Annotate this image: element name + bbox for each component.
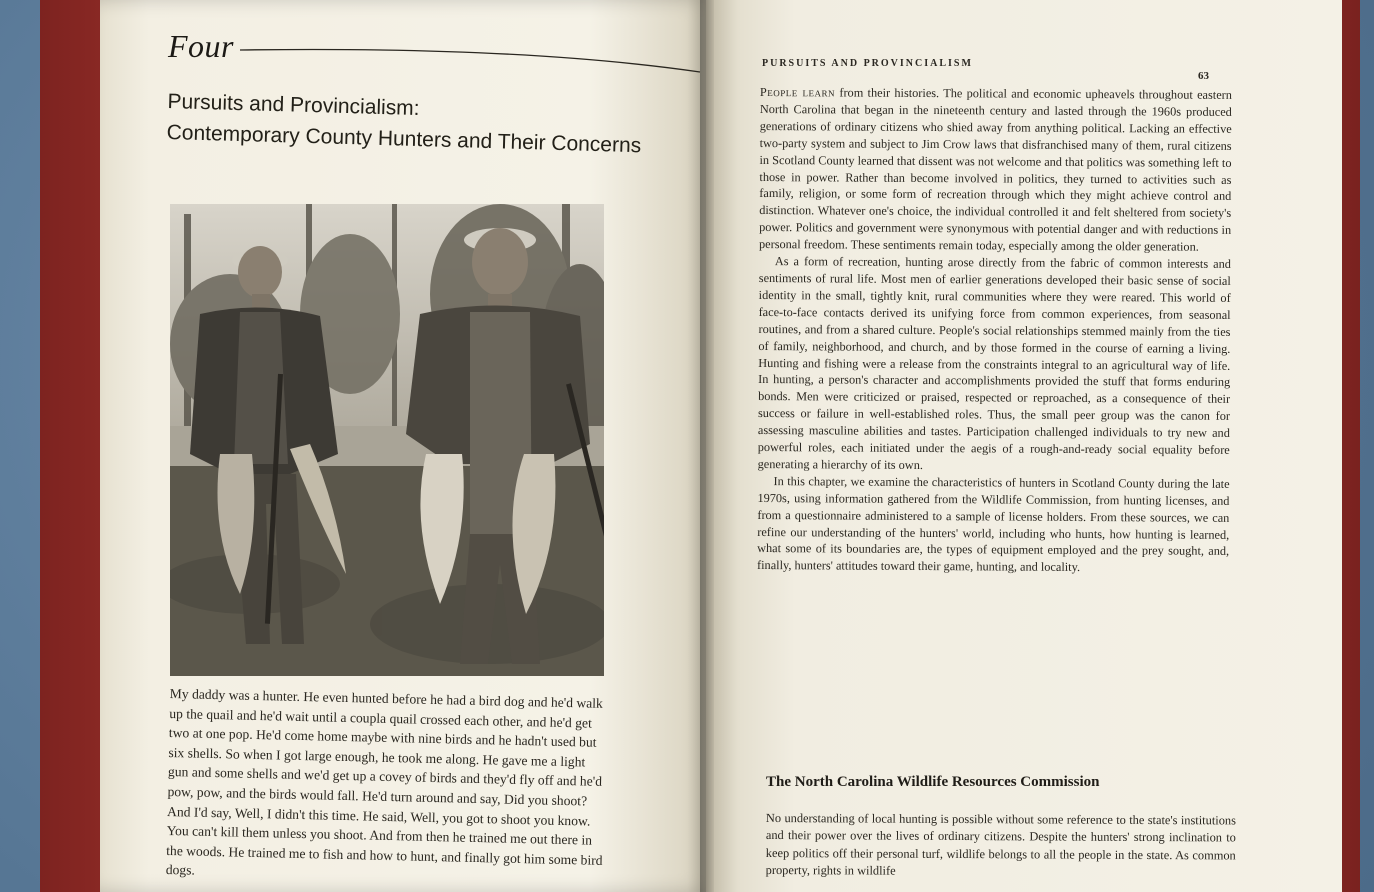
- chapter-title-line-1: Pursuits and Provincialism:: [167, 89, 420, 121]
- book-gutter: [700, 0, 714, 892]
- page-number: 63: [1198, 70, 1209, 82]
- paragraph-2: As a form of recreation, hunting arose directly from the fabric of common interests and sentiments of rural life. Most men of earlier generations developed their basic sense of social identity in the small, tightly knit, rural communities where they were reared. This world of face-to-face contacts derived its unifying force from common experiences, from seasonal routines, and from a shared culture. People's social relationships stemmed mainly from the ties of family, neighborhood, and church, and by those formed in the course of earning a living. Hunting and fishing were a release from the constraints integral to an agricultural way of life. In hunting, a person's character and accomplishments provided the stuff that forms enduring bonds. Men were criticized or praised, respected or reproached, as a consequence of their success or failure in well-established roles. Thus, the small peer group was the canon for assessing masculine abilities and tastes. Participation challenged individuals to try new and powerful roles, each initiated under the aegis of a rough-and-ready social equality before generating a hierarchy of its own.: [757, 254, 1231, 472]
- chapter-label: Four: [168, 28, 234, 64]
- paragraph-1: [759, 84, 1232, 256]
- hunter-quote: My daddy was a hunter. He even hunted before he had a bird dog and he'd walk up the quail and he'd wait until a coupla quail crossed each other, and he'd get two at one pop. He'd come home maybe with nine birds and he hadn't used but six shells. So when I got large enough, he took me along. He gave me a light gun and some shells and we'd get up a covey of birds and they'd fly off and he'd pow, pow, and the birds would fall. He'd turn around and say, Did you shoot? And I'd say, Well, I didn't this time. He said, Well, you got to shoot you know. You can't kill them unless you shoot. And from then he trained me out there in the woods. He trained me to fish and how to hunt, and finally got him some bird dogs.: [165, 685, 604, 878]
- paragraph-lead: People learn: [759, 84, 836, 100]
- paragraph-1-text: from their histories. The political and economic upheavels throughout eastern North Carolina that began in the nineteenth century and lasted through the 1960s produced generations of ordinary citizens who shied away from anything political. Lacking an effective two-party system and subject to Jim Crow laws that disfranchised many of them, rural citizens in Scotland County learned that dissent was not welcome and that politics was something left to those in power. Rather than become involved in politics, they turned to activities such as family, religion, or some form of recreation through which they might achieve control and distinction. Whatever one's choice, the individual controlled it and felt sheltered from society's power. Politics and government were synonymous with potential danger and with reductions in personal freedom. These sentiments remain today, especially among the older generation.: [758, 85, 1232, 254]
- section-text: [766, 810, 1236, 882]
- chapter-title-line-2: Contemporary County Hunters and Their Concerns: [166, 120, 642, 158]
- body-text: [757, 84, 1232, 577]
- photo-drawing: [170, 204, 604, 676]
- chapter-rule: [240, 40, 710, 76]
- hunters-photograph: [170, 204, 604, 676]
- right-page: [706, 0, 1342, 892]
- running-head: PURSUITS AND PROVINCIALISM: [762, 58, 973, 69]
- section-paragraph: No understanding of local hunting is possible without some reference to the state's institutions and their power over the lives of ordinary citizens. Despite the hunters' strong inclination to keep politics off their personal turf, wildlife belongs to all the people in the state. As common property, rights in wildlife: [765, 811, 1236, 878]
- section-heading: The North Carolina Wildlife Resources Commission: [766, 774, 1100, 790]
- paragraph-3: In this chapter, we examine the characteristics of hunters in Scotland County during the late 1970s, using information gathered from the Wildlife Commission, from hunting licenses, and from a questionnaire administered to a sample of license holders. From these sources, we can refine our understanding of the hunters' world, including who hunts, how hunting is learned, what some of its boundaries are, the types of equipment employed and the prey sought, and, finally, hunters' attitudes toward their game, hunting, and locality.: [757, 473, 1230, 575]
